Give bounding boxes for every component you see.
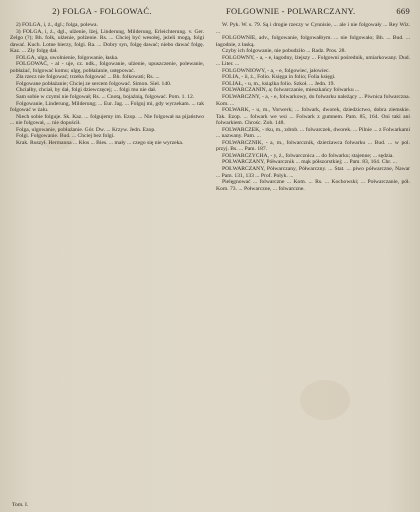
dictionary-entry: W. Pyk. W. s. 79. Są i drogie rzeczy w Cynnisie, ... ale i nie folgowały ... Rey Wiz. ... — [216, 22, 410, 35]
dictionary-entry: Folga, ulgowanie, pobłażanie. Gór. Dw. ... Krzyw. Jedn. Ezop. — [16, 126, 156, 133]
dictionary-entry: POŁWARCZANY, Półwarczany, Półwarczny. ... Stat. ... piwo półwarczne, Nawar ... Pam. 131, 133 ... Prof. Polyk. ... — [216, 166, 410, 179]
dictionary-entry: FOLGOWNIOWY, - a, - e, folgowiec, jałowiec. — [222, 67, 330, 74]
dictionary-entry: Sam sobie w czymś nie folgował; Rs. ... Cnotą, bojaźnią, folgować. Pom. 1. 12. — [16, 94, 195, 101]
dictionary-entry: Folgowanie, Linderung, Milderung; ... Eur. Jag. ... Folguj mi, gdy wyrzekam. ... tak folgować w żalu. — [10, 100, 204, 114]
dictionary-entry: Folgi. Folgowanie. Bud. ... Chciej bez folgi. — [16, 133, 115, 140]
left-column — [10, 22, 204, 500]
volume-footer: Tom. I. — [12, 502, 29, 508]
dictionary-entry: Niech sobie folguje. Sk. Kaz. ... folgujemy im. Ezop. ... Nie folgował na pijaństwo ... nie folgował, ... nie dopuścił. — [10, 113, 204, 127]
dictionary-entry: Folgowane pobłażanie; Chciej ze sercem folgować. Simon. Siel. 140. — [16, 80, 172, 87]
dictionary-entry: FOLWARK, - u, m., Vorwerk; ... folwark, dworek, dziedzictwo, dobra ziemskie. Tak. Ezop. ... folwark we wsi ... Folwark z gumnem. Pam. 85, 164. Oni taki ani folwarkiem. Chrośc. Zob. 148. — [216, 107, 410, 127]
dictionary-entry: Krak. Ruszył. Hermanna ... Kłos ... Bies. ... mały ... czego się nie wyrzeka. — [16, 139, 184, 146]
dictionary-entry: Chciałby, chciał, by dał, folgi dziewczęcej; ... folgi mu nie dał. — [16, 87, 157, 94]
dictionary-entry: FOLWARCZEK, - rku, m., zdrob. ... folwarczek, dworek. ... Pilnie ... z Folwarkami ... nazwany. Pam. ... — [216, 126, 410, 140]
dictionary-entry: FOLGOWNY, - a, - e, łagodny, lżejszy ... Folgowni pośrednik, umiarkowany. Dud. ... Liter. ... — [216, 54, 410, 68]
dictionary-entry: FOLWARCZNIK, - a, m., folwarcznik, dzierżawca folwarku ... Bud. ... w pol. przyj. Bs. ... Pam. 187. — [216, 139, 410, 153]
dictionary-entry: FOLIA, - ii, ż., Folio. Księga in folio; Folia księgi. — [222, 74, 336, 81]
dictionary-entry: 3) FOLGA, i, ż., dgl., ulżenie, lżej, Linderung, Milderung, Erleichterung. v. Ger. Zelgo (?); Bh. folk, ulżenie, polżenie. Rs. ... Chciej być wesołej, jeżeli mogą, folgi dawać. Kuch. Lotne bierzy, folgi. Ra. ... Dobry syn, folgę dawać; niebo dawać folgę. Kaz. ... Zły folgę dał. — [10, 28, 204, 55]
dictionary-entry: FOLWARCZNY, - a, - e, folwarkowy, do folwarku należący ... Piwnica folwarczna. Kom. ... — [216, 94, 410, 107]
dictionary-entry: 2) FOLGA, i, ż., dgl.; folga, polewa. — [16, 22, 98, 28]
dictionary-entry: Pielęgnować ... folwarczne ... Kom. ... Rs. ... Kochowski; ... Połwarczanie, pół. Kom. 73. ... Połwarczne, ... folwarczne. — [216, 179, 410, 192]
dictionary-entry: Zła rzecz nie folgować; trzeba folgować ... Bh. folkowati; Rs. ... — [16, 74, 160, 81]
running-header — [10, 6, 410, 20]
right-header-group — [226, 6, 410, 16]
right-column — [216, 22, 410, 500]
page-number: 669 — [396, 6, 410, 16]
dictionary-entry: FOLIAŁ, - u, m., książka folio. Szkoł. ... Jedn. 19. — [222, 80, 335, 87]
dictionary-entry: POŁWARCZANY, Półwarcznik ... mąk półszorstkiej; ... Pam. 83, 164. Chr. ... — [222, 159, 397, 166]
dictionary-entry: FOLWARCZYCHA, - y, ż., folwarcznica ... do folwarku; stajenne; ... sędzia. — [222, 152, 394, 159]
right-running-title: FOLGOWNIE - POLWARCZANY. — [226, 6, 356, 16]
dictionary-entry: FOLGOWNIE, adv., folgowanie, folgowałbym. ... nie folgowało; Bh. ... Bud. ... łagodnie, z łaską. — [216, 35, 410, 48]
dictionary-entry: FOLGA, ulga, uwolnienie, folgowanie, łaska. — [16, 54, 119, 61]
text-columns — [10, 22, 410, 500]
dictionary-entry: FOLWARCZANIN, a; folwarczanie, mieszkańcy folwarku ... — [222, 87, 360, 94]
dictionary-entry: Czyby ich folgowanie, nie pobudziło ... Radz. Pros. 28. — [222, 48, 346, 55]
dictionary-entry: FOLGOWAĆ, - al - uje, cz. ndk., folgowanie, ulżenie, upuszczenie, polewanie, pobłażać, folgować komu; ulgę, pobłażanie, ustępować. — [10, 61, 204, 74]
left-running-title: 2) FOLGA - FOLGOWAĆ. — [52, 6, 152, 16]
